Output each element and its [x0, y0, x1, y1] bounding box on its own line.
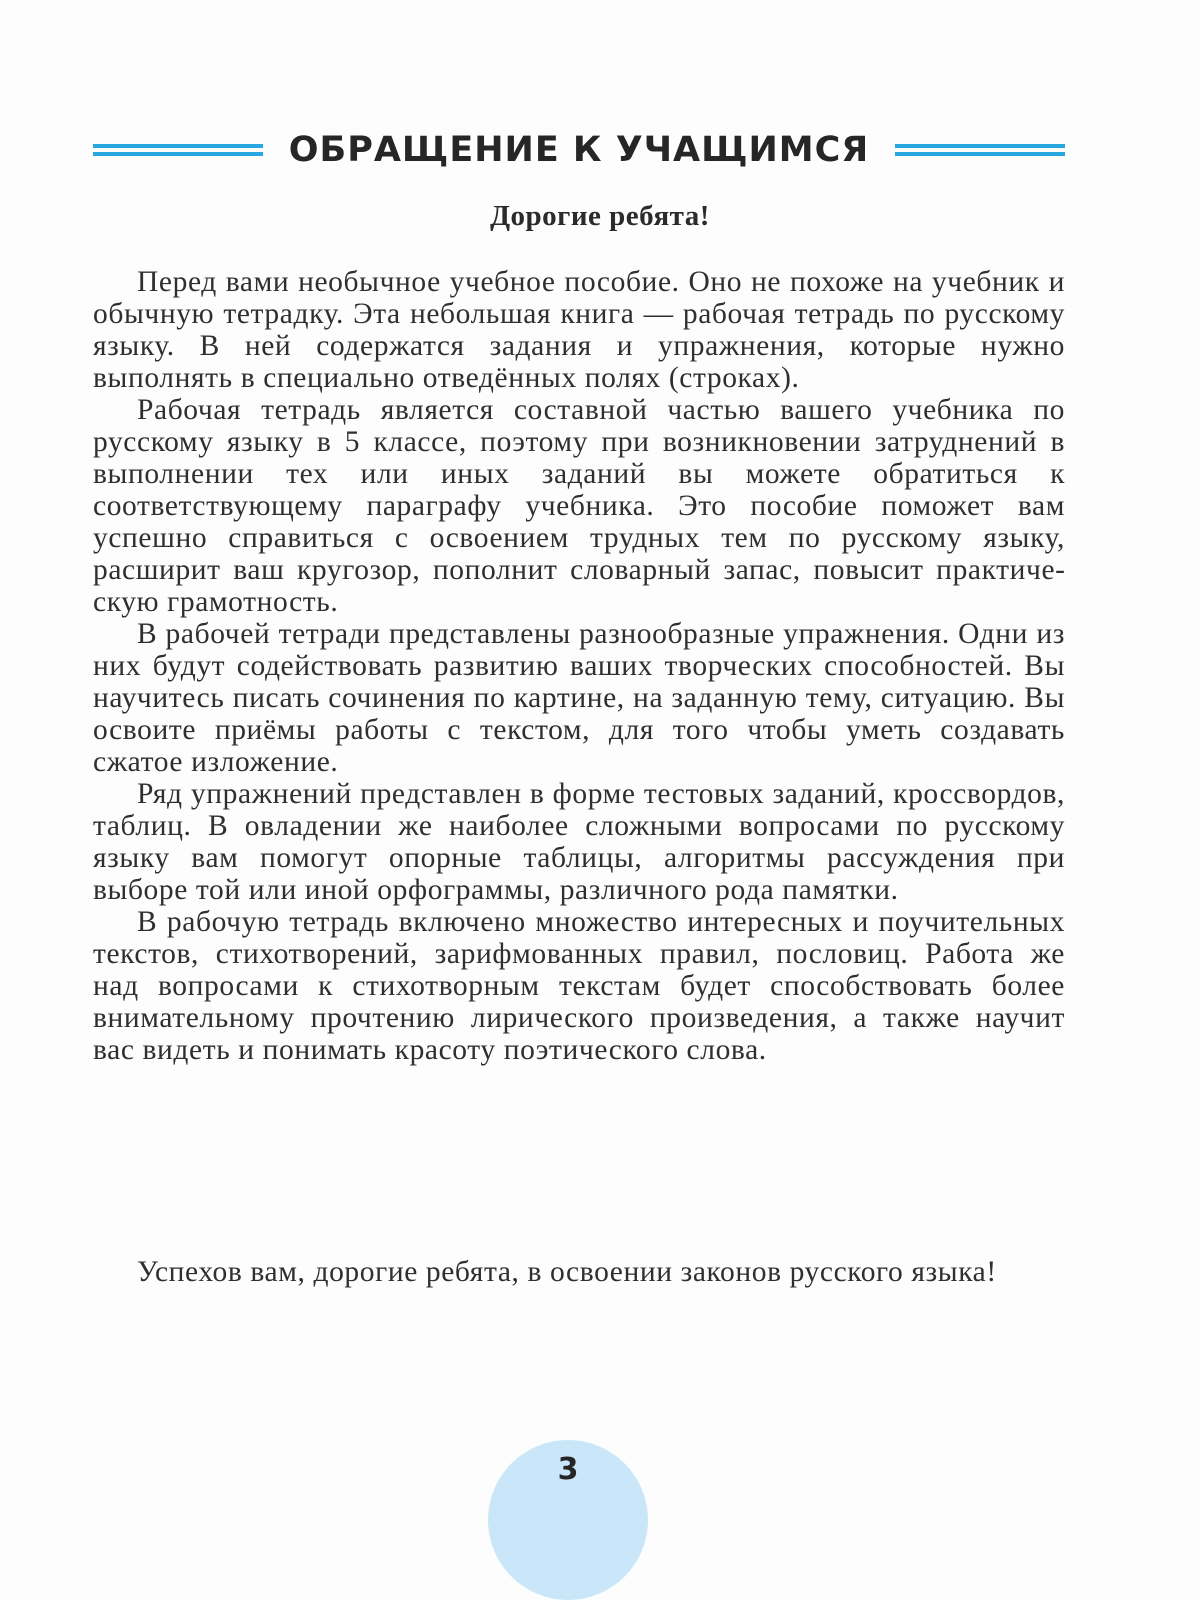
closing-text: Успехов вам, дорогие ребята, в освоении законов русского языка! [137, 1256, 997, 1288]
body-text [93, 266, 1065, 1066]
paragraph: В рабочей тетради представлены разнообразные упражнения. Одни из них будут содействовать развитию ваших творческих способностей. Вы научитесь писать сочинения по картине, на заданную тему, ситуацию. Вы освоите приёмы работы с текстом, для того чтобы уметь создавать сжатое изложение. [93, 618, 1065, 778]
paragraph: Перед вами необычное учебное пособие. Оно не похоже на учебник и обычную тетрадку. Эта небольшая книга — рабочая тетрадь по русскому языку. В ней содержатся задания и упражнения, которые нужно выполнять в специально отведённых полях (строках). [93, 266, 1065, 394]
page-title: ОБРАЩЕНИЕ К УЧАЩИМСЯ [288, 130, 870, 170]
page-header [93, 120, 1065, 180]
paragraph: Рабочая тетрадь является составной частью вашего учебника по русскому языку в 5 классе, поэтому при возникновении затруднений в выполнении тех или иных заданий вы можете обратиться к соответствующему параграфу учебника. Это пособие поможет вам успешно справиться с освоением трудных тем по русскому языку, расширит ваш кругозор, пополнит словарный запас, повысит практическую грамотность. [93, 394, 1065, 618]
header-rule-right [895, 143, 1065, 157]
paragraph: Ряд упражнений представлен в форме тестовых заданий, кроссвордов, таблиц. В овладении же наиболее сложными вопросами по русскому языку вам помогут опорные таблицы, алгоритмы рассуждения при выборе той или иной орфограммы, различного рода памятки. [93, 778, 1065, 906]
paragraph: В рабочую тетрадь включено множество интересных и поучительных текстов, стихотворений, зарифмованных правил, пословиц. Работа же над вопросами к стихотворным текстам будет способствовать более внимательному прочтению лирического произведения, а также научит вас видеть и понимать красоту поэтического слова. [93, 906, 1065, 1066]
page-number: 3 [557, 1452, 579, 1487]
header-rule-left [93, 143, 263, 157]
greeting: Дорогие ребята! [490, 200, 710, 232]
